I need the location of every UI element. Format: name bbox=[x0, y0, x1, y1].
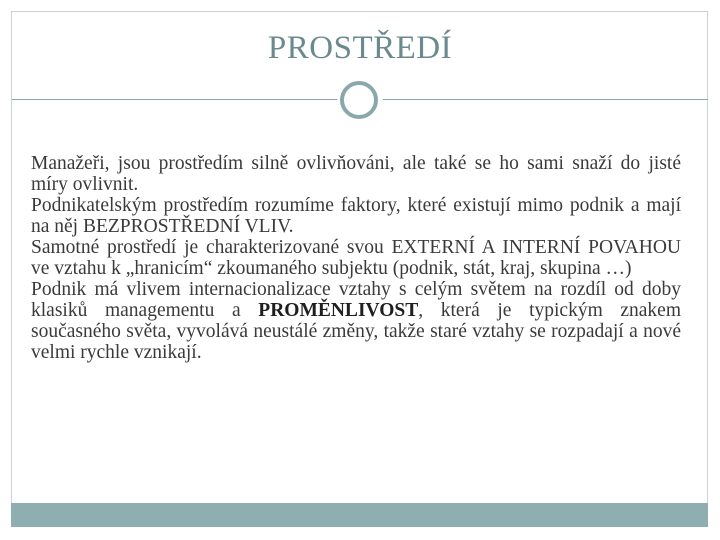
title-divider-left bbox=[12, 99, 337, 100]
footer-bar bbox=[11, 503, 708, 527]
paragraph-internationalization-text: Podnik má vlivem internacionalizace vztahy s celým světem na rozdíl od doby klasiků managementu a bbox=[31, 279, 681, 321]
paragraph-managers: Manažeři, jsou prostředím silně ovlivňováni, ale také se ho sami snaží do jisté míry ovlivnit. bbox=[31, 153, 681, 195]
circle-ornament-icon bbox=[340, 81, 378, 119]
paragraph-business-environment: Podnikatelským prostředím rozumíme faktory, které existují mimo podnik a mají na něj BEZPROSTŘEDNÍ VLIV. bbox=[31, 195, 681, 237]
slide-title: PROSTŘEDÍ bbox=[267, 30, 453, 66]
title-divider-right bbox=[383, 99, 708, 100]
emphasis-variability: PROMĚNLIVOST bbox=[258, 300, 419, 321]
slide-body bbox=[31, 153, 681, 363]
paragraph-internationalization bbox=[31, 279, 681, 363]
paragraph-environment-nature: Samotné prostředí je charakterizované svou EXTERNÍ A INTERNÍ POVAHOU ve vztahu k „hranicím“ zkoumaného subjektu (podnik, stát, kraj, skupina …) bbox=[31, 237, 681, 279]
paragraph-internationalization-rest: , která je typickým znakem současného světa, vyvolává neustálé změny, takže staré vztahy se rozpadají a nové velmi rychle vznikají. bbox=[31, 300, 682, 363]
